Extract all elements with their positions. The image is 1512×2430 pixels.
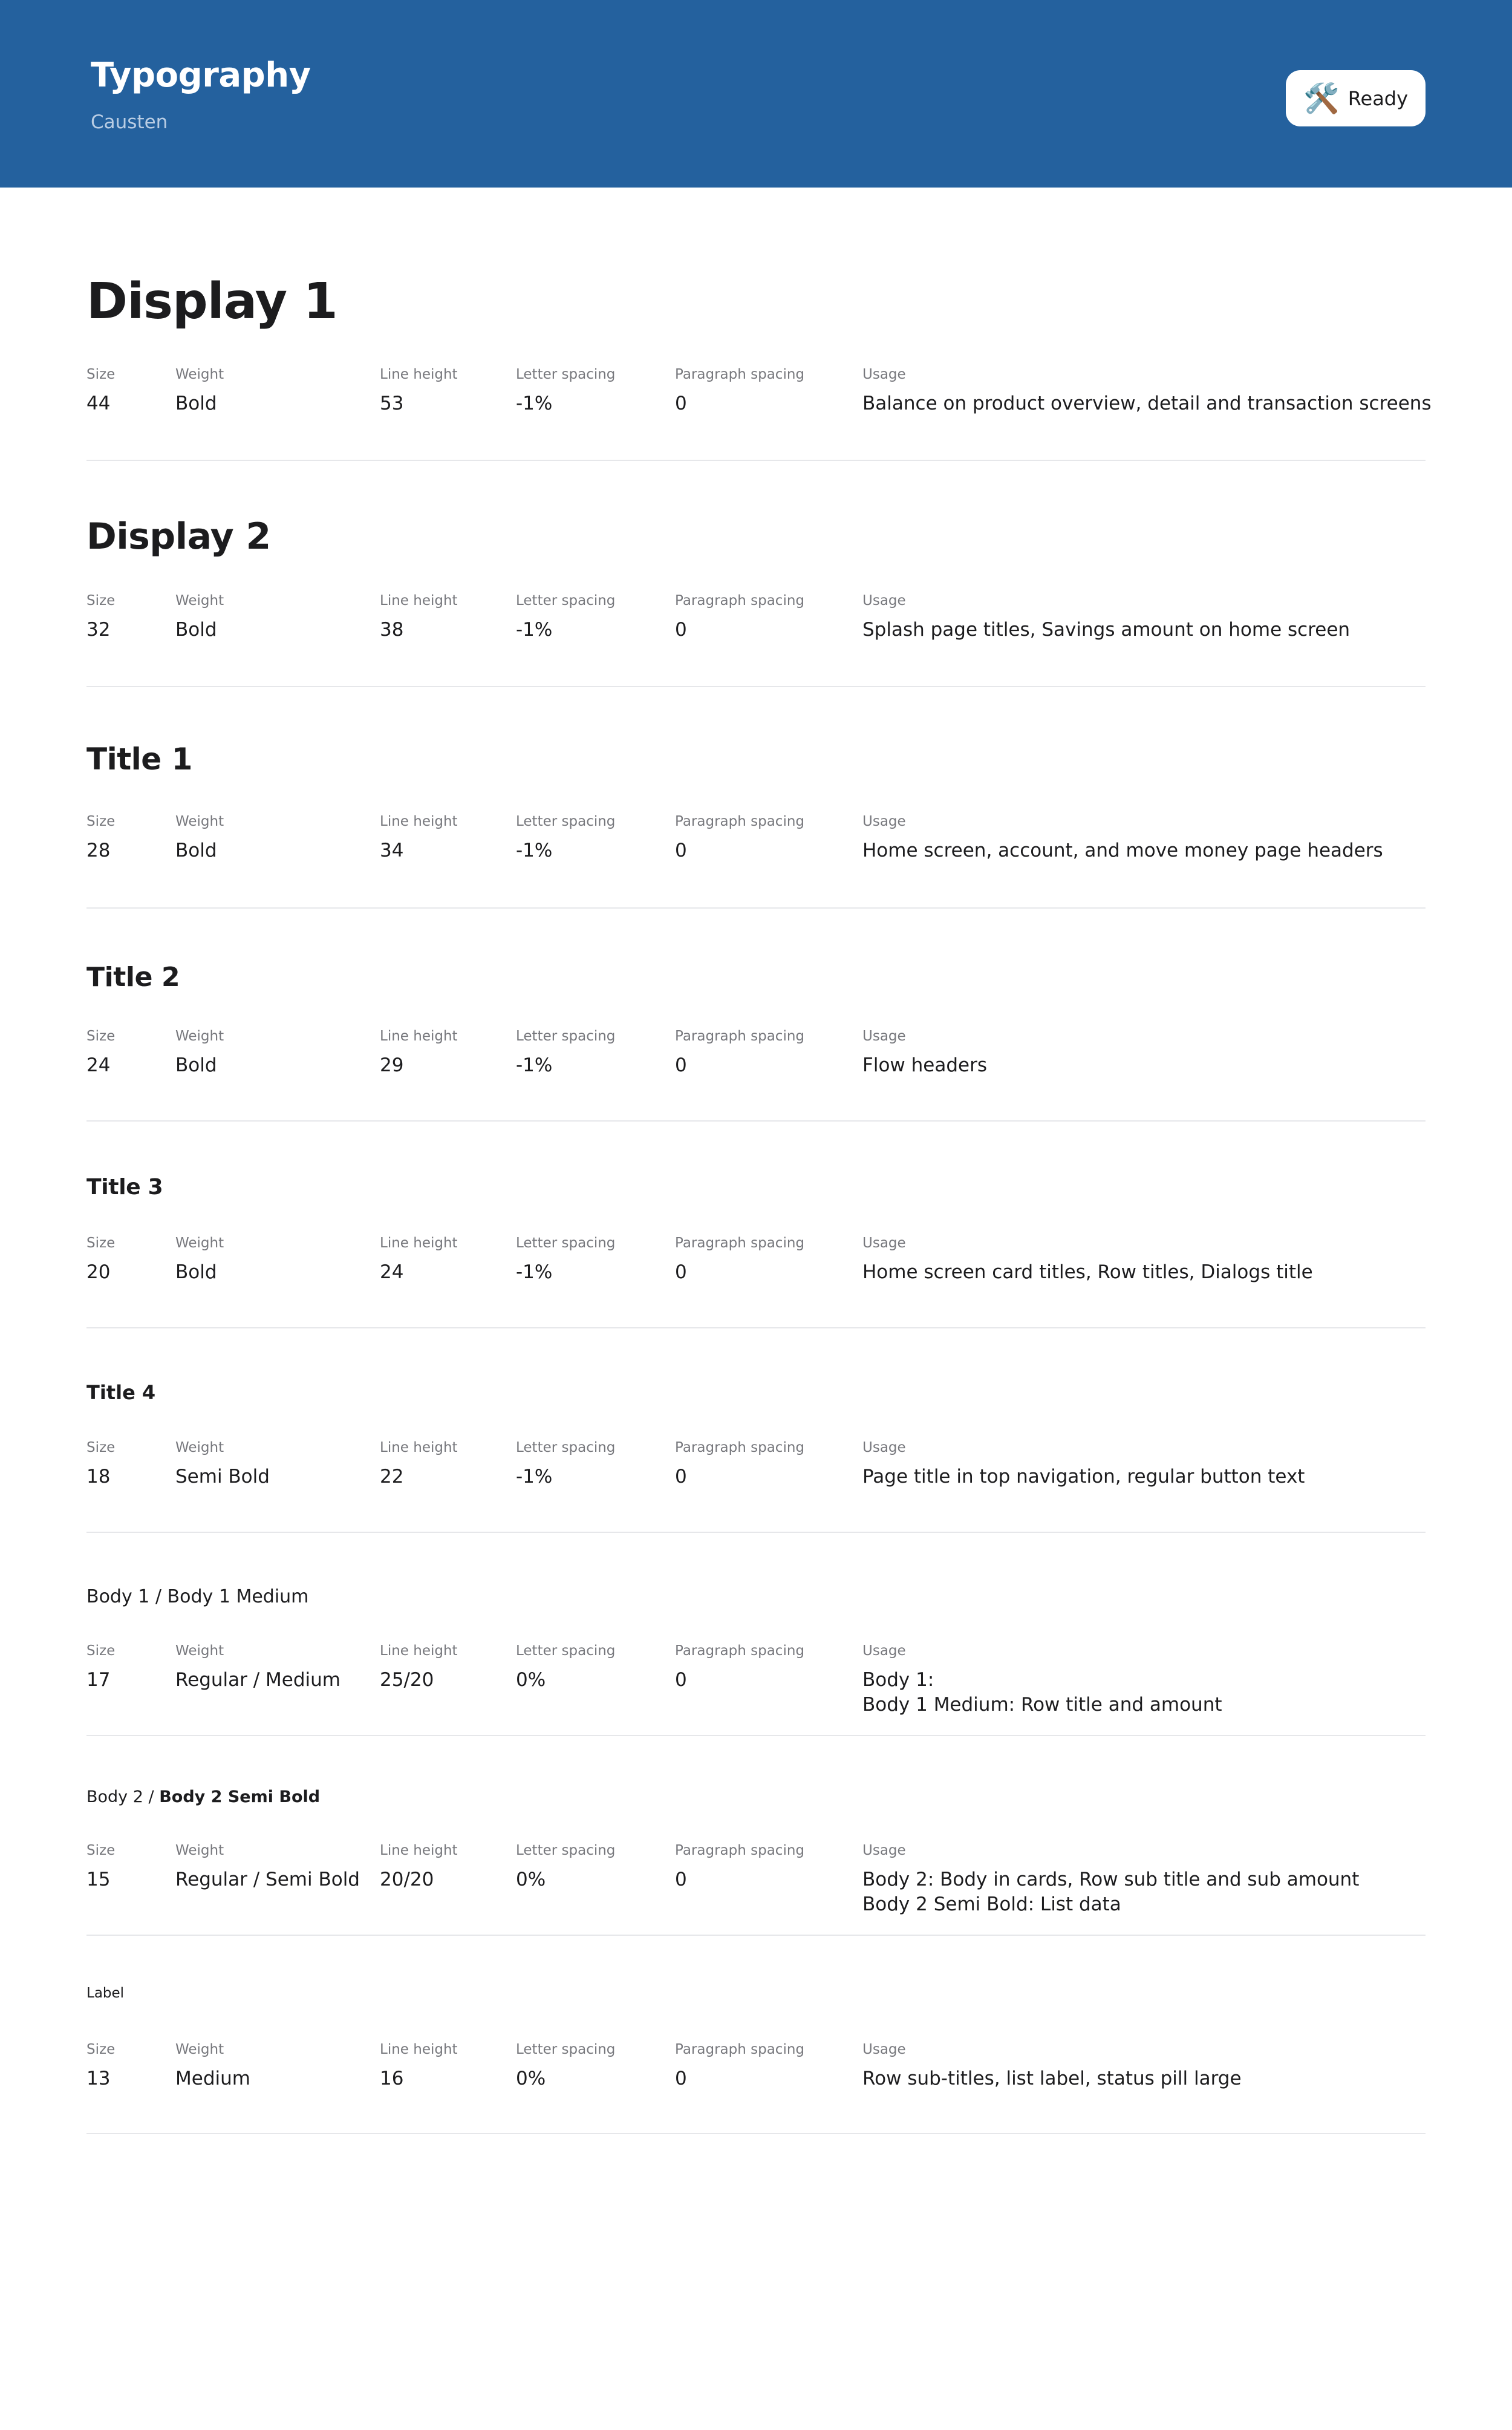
style-name: Title 3 [86, 1175, 163, 1200]
paragraph-spacing-value: 0 [675, 1869, 687, 1890]
weight-label: Weight [175, 1440, 224, 1455]
page-header [0, 0, 1512, 188]
page-subtitle: Causten [91, 111, 168, 133]
letter-spacing-value: -1% [516, 619, 553, 641]
line-height-label: Line height [380, 593, 458, 609]
line-height-label: Line height [380, 1440, 458, 1455]
line-height-value: 16 [380, 2068, 404, 2089]
style-name-variant: Body 1 Medium [167, 1586, 309, 1607]
usage-value: Body 2: Body in cards, Row sub title and sub amount [862, 1869, 1360, 1890]
letter-spacing-label: Letter spacing [516, 1643, 616, 1659]
style-name: Label [86, 1985, 125, 2001]
style-name: Title 1 [86, 742, 192, 777]
line-height-value: 25/20 [380, 1669, 434, 1691]
paragraph-spacing-label: Paragraph spacing [675, 2042, 805, 2057]
type-style-display-2 [86, 461, 1426, 687]
usage-value: Body 1: [862, 1669, 934, 1691]
letter-spacing-label: Letter spacing [516, 1440, 616, 1455]
type-style-label [86, 1936, 1426, 2134]
hammer-and-wrench-icon: 🛠️ [1303, 81, 1340, 116]
paragraph-spacing-value: 0 [675, 1261, 687, 1283]
line-height-value: 34 [380, 840, 404, 861]
weight-value: Medium [175, 2068, 250, 2089]
style-name: Title 4 [86, 1381, 156, 1404]
type-style-title-1 [86, 687, 1426, 909]
paragraph-spacing-label: Paragraph spacing [675, 367, 805, 382]
letter-spacing-label: Letter spacing [516, 1843, 616, 1858]
paragraph-spacing-label: Paragraph spacing [675, 1843, 805, 1858]
usage-label: Usage [862, 814, 906, 829]
type-style-title-4 [86, 1328, 1426, 1533]
paragraph-spacing-value: 0 [675, 619, 687, 641]
type-style-body-2 [86, 1736, 1426, 1936]
letter-spacing-label: Letter spacing [516, 2042, 616, 2057]
type-style-body-1 [86, 1533, 1426, 1736]
usage-value: Splash page titles, Savings amount on home screen [862, 619, 1351, 641]
style-name-regular: Body 1 / [86, 1586, 168, 1607]
size-label: Size [86, 1235, 116, 1251]
letter-spacing-value: 0% [516, 2068, 546, 2089]
type-style-display-1 [86, 188, 1432, 461]
usage-label: Usage [862, 367, 906, 382]
style-name: Display 1 [86, 273, 337, 330]
paragraph-spacing-value: 0 [675, 1669, 687, 1691]
letter-spacing-label: Letter spacing [516, 814, 616, 829]
size-value: 28 [86, 840, 111, 861]
size-label: Size [86, 367, 116, 382]
line-height-label: Line height [380, 1843, 458, 1858]
size-label: Size [86, 1843, 116, 1858]
size-label: Size [86, 593, 116, 609]
usage-value-line-2: Body 1 Medium: Row title and amount [862, 1694, 1222, 1716]
line-height-value: 22 [380, 1466, 404, 1488]
weight-label: Weight [175, 1028, 224, 1044]
type-style-title-3 [86, 1122, 1426, 1328]
usage-value: Home screen, account, and move money page headers [862, 840, 1383, 861]
letter-spacing-label: Letter spacing [516, 593, 616, 609]
line-height-value: 29 [380, 1054, 404, 1076]
style-name-regular: Body 2 / [86, 1788, 160, 1806]
weight-value: Bold [175, 619, 217, 641]
line-height-value: 24 [380, 1261, 404, 1283]
paragraph-spacing-label: Paragraph spacing [675, 1028, 805, 1044]
line-height-label: Line height [380, 367, 458, 382]
type-style-title-2 [86, 909, 1426, 1122]
letter-spacing-value: -1% [516, 1261, 553, 1283]
size-value: 44 [86, 393, 111, 414]
size-value: 17 [86, 1669, 111, 1691]
usage-label: Usage [862, 2042, 906, 2057]
size-value: 13 [86, 2068, 111, 2089]
letter-spacing-value: 0% [516, 1869, 546, 1890]
usage-label: Usage [862, 1440, 906, 1455]
letter-spacing-value: -1% [516, 1054, 553, 1076]
letter-spacing-label: Letter spacing [516, 1235, 616, 1251]
status-label: Ready [1347, 87, 1409, 110]
line-height-value: 20/20 [380, 1869, 434, 1890]
style-name-variant: Body 2 Semi Bold [159, 1788, 321, 1806]
line-height-label: Line height [380, 2042, 458, 2057]
weight-label: Weight [175, 367, 224, 382]
size-value: 32 [86, 619, 111, 641]
weight-label: Weight [175, 1643, 224, 1659]
usage-value: Flow headers [862, 1054, 987, 1076]
letter-spacing-value: 0% [516, 1669, 546, 1691]
weight-value: Regular / Medium [175, 1669, 341, 1691]
usage-label: Usage [862, 593, 906, 609]
style-name: Display 2 [86, 515, 271, 558]
size-label: Size [86, 2042, 116, 2057]
usage-label: Usage [862, 1235, 906, 1251]
usage-value-line-2: Body 2 Semi Bold: List data [862, 1893, 1121, 1915]
usage-value: Row sub-titles, list label, status pill large [862, 2068, 1242, 2089]
paragraph-spacing-label: Paragraph spacing [675, 1643, 805, 1659]
weight-label: Weight [175, 593, 224, 609]
letter-spacing-label: Letter spacing [516, 367, 616, 382]
weight-label: Weight [175, 1843, 224, 1858]
weight-value: Regular / Semi Bold [175, 1869, 360, 1890]
paragraph-spacing-value: 0 [675, 1054, 687, 1076]
paragraph-spacing-label: Paragraph spacing [675, 814, 805, 829]
line-height-label: Line height [380, 1028, 458, 1044]
paragraph-spacing-value: 0 [675, 393, 687, 414]
weight-value: Semi Bold [175, 1466, 270, 1488]
usage-value: Home screen card titles, Row titles, Dialogs title [862, 1261, 1313, 1283]
weight-value: Bold [175, 393, 217, 414]
letter-spacing-value: -1% [516, 1466, 553, 1488]
page-title: Typography [91, 56, 311, 95]
paragraph-spacing-label: Paragraph spacing [675, 1440, 805, 1455]
weight-value: Bold [175, 840, 217, 861]
size-value: 20 [86, 1261, 111, 1283]
usage-label: Usage [862, 1843, 906, 1858]
letter-spacing-label: Letter spacing [516, 1028, 616, 1044]
line-height-label: Line height [380, 814, 458, 829]
line-height-value: 53 [380, 393, 404, 414]
size-label: Size [86, 1643, 116, 1659]
line-height-value: 38 [380, 619, 404, 641]
weight-value: Bold [175, 1261, 217, 1283]
letter-spacing-value: -1% [516, 840, 553, 861]
style-name: Title 2 [86, 962, 180, 993]
size-value: 24 [86, 1054, 111, 1076]
size-label: Size [86, 1028, 116, 1044]
paragraph-spacing-value: 0 [675, 2068, 687, 2089]
style-name [86, 1586, 308, 1607]
weight-label: Weight [175, 1235, 224, 1251]
line-height-label: Line height [380, 1235, 458, 1251]
letter-spacing-value: -1% [516, 393, 553, 414]
size-label: Size [86, 1440, 116, 1455]
weight-label: Weight [175, 2042, 224, 2057]
size-value: 15 [86, 1869, 111, 1890]
usage-value: Balance on product overview, detail and transaction screens [862, 393, 1432, 414]
status-pill [1286, 70, 1426, 126]
line-height-label: Line height [380, 1643, 458, 1659]
paragraph-spacing-value: 0 [675, 1466, 687, 1488]
usage-value: Page title in top navigation, regular button text [862, 1466, 1305, 1488]
style-name [86, 1788, 320, 1806]
weight-label: Weight [175, 814, 224, 829]
weight-value: Bold [175, 1054, 217, 1076]
size-value: 18 [86, 1466, 111, 1488]
paragraph-spacing-value: 0 [675, 840, 687, 861]
size-label: Size [86, 814, 116, 829]
paragraph-spacing-label: Paragraph spacing [675, 1235, 805, 1251]
usage-label: Usage [862, 1028, 906, 1044]
paragraph-spacing-label: Paragraph spacing [675, 593, 805, 609]
usage-label: Usage [862, 1643, 906, 1659]
